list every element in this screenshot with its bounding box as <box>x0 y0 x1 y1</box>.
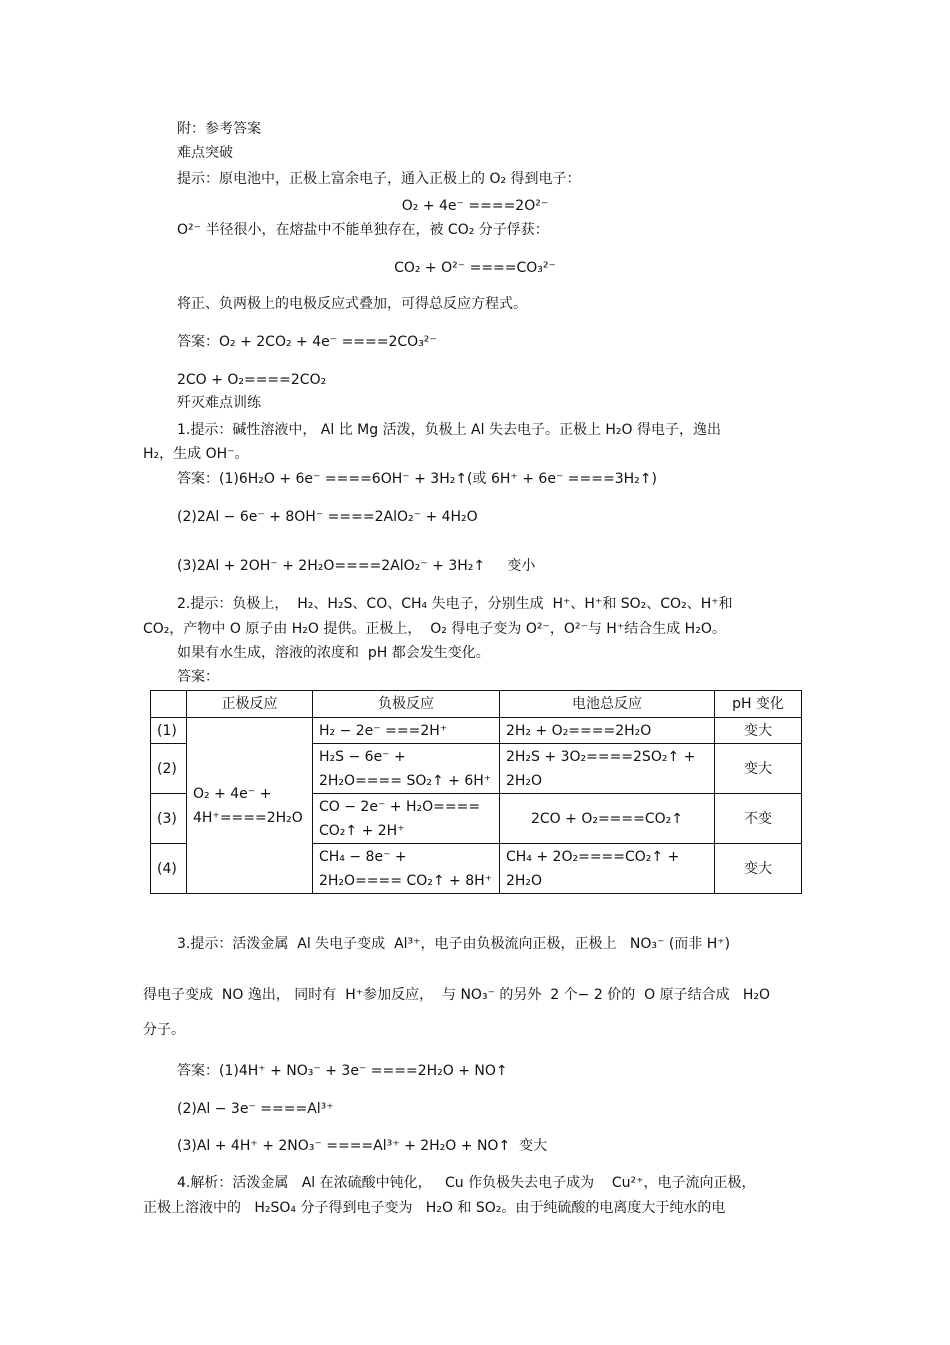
answer-line: 答案：O₂ + 2CO₂ + 4e⁻ ====2CO₃²⁻ <box>177 334 437 350</box>
table-header-row <box>151 691 802 718</box>
table-header-cell: 负极反应 <box>313 691 500 718</box>
answer-line: (2)Al − 3e⁻ ====Al³⁺ <box>177 1101 334 1117</box>
total-reaction-cell: 2CO + O₂====CO₂↑ <box>500 794 715 844</box>
table-header-cell: 电池总反应 <box>500 691 715 718</box>
section-heading-training: 歼灭难点训练 <box>177 395 261 411</box>
total-reaction-cell: 2H₂ + O₂====2H₂O <box>500 718 715 744</box>
hint-paragraph: 3.提示：活泼金属 Al 失电子变成 Al³⁺，电子由负极流向正极，正极上 NO₃⁻ (而非 H⁺) <box>177 936 731 952</box>
negative-reaction-cell: H₂S − 6e⁻ + 2H₂O==== SO₂↑ + 6H⁺ <box>313 744 500 794</box>
answer-line: (3)2Al + 2OH⁻ + 2H₂O====2AlO₂⁻ + 3H₂↑ 变小 <box>177 558 536 574</box>
negative-reaction-cell: CO − 2e⁻ + H₂O==== CO₂↑ + 2H⁺ <box>313 794 500 844</box>
hint-paragraph: 提示：原电池中，正极上富余电子，通入正极上的 O₂ 得到电子： <box>177 171 581 187</box>
row-number: (2) <box>151 744 187 794</box>
answer-line: 答案：(1)4H⁺ + NO₃⁻ + 3e⁻ ====2H₂O + NO↑ <box>177 1063 508 1079</box>
answer-line: 答案：(1)6H₂O + 6e⁻ ====6OH⁻ + 3H₂↑(或 6H⁺ + 6e⁻ ====3H₂↑) <box>177 471 657 487</box>
hint-paragraph: 得电子变成 NO 逸出， 同时有 H⁺参加反应， 与 NO₃⁻ 的另外 2 个− 2 价的 O 原子结合成 H₂O <box>143 987 771 1003</box>
total-reaction-cell: CH₄ + 2O₂====CO₂↑ + 2H₂O <box>500 844 715 894</box>
analysis-paragraph: 4.解析：活泼金属 Al 在浓硫酸中钝化， Cu 作负极失去电子成为 Cu²⁺，电子流向正极， <box>177 1175 756 1191</box>
ph-change-cell: 变大 <box>715 718 802 744</box>
row-number: (4) <box>151 844 187 894</box>
table-header-cell: pH 变化 <box>715 691 802 718</box>
equation-line: O₂ + 4e⁻ ====2O²⁻ <box>401 198 549 214</box>
answer-table <box>150 690 802 894</box>
equation-line: 2CO + O₂====2CO₂ <box>177 372 327 388</box>
negative-reaction-cell: CH₄ − 8e⁻ + 2H₂O==== CO₂↑ + 8H⁺ <box>313 844 500 894</box>
total-reaction-cell: 2H₂S + 3O₂====2SO₂↑ + 2H₂O <box>500 744 715 794</box>
answer-label: 答案： <box>177 669 219 685</box>
hint-paragraph: 2.提示：负极上， H₂、H₂S、CO、CH₄ 失电子，分别生成 H⁺、H⁺和 SO₂、CO₂、H⁺和 <box>177 596 733 612</box>
hint-paragraph: 1.提示：碱性溶液中， Al 比 Mg 活泼，负极上 Al 失去电子。正极上 H₂O 得电子，逸出 <box>177 422 722 438</box>
equation-line: CO₂ + O²⁻ ====CO₃²⁻ <box>394 260 556 276</box>
hint-paragraph: CO₂，产物中 O 原子由 H₂O 提供。正极上， O₂ 得电子变为 O²⁻，O²⁻与 H⁺结合生成 H₂O。 <box>143 621 726 637</box>
appendix-heading: 附：参考答案 <box>177 121 261 137</box>
row-number: (1) <box>151 718 187 744</box>
ph-change-cell: 变大 <box>715 844 802 894</box>
ph-change-cell: 变大 <box>715 744 802 794</box>
table-row <box>151 718 802 744</box>
hint-paragraph: 如果有水生成，溶液的浓度和 pH 都会发生变化。 <box>177 645 490 661</box>
ph-change-cell: 不变 <box>715 794 802 844</box>
answer-line: (2)2Al − 6e⁻ + 8OH⁻ ====2AlO₂⁻ + 4H₂O <box>177 509 478 525</box>
hint-paragraph: H₂，生成 OH⁻。 <box>143 446 249 462</box>
text-line: 将正、负两极上的电极反应式叠加，可得总反应方程式。 <box>177 296 527 312</box>
text-line: O²⁻ 半径很小，在熔盐中不能单独存在，被 CO₂ 分子俘获： <box>177 222 549 238</box>
table-header-cell <box>151 691 187 718</box>
section-heading-breakthrough: 难点突破 <box>177 145 233 161</box>
answer-line: (3)Al + 4H⁺ + 2NO₃⁻ ====Al³⁺ + 2H₂O + NO↑ 变大 <box>177 1138 548 1154</box>
positive-reaction-cell: O₂ + 4e⁻ + 4H⁺====2H₂O <box>187 718 313 894</box>
negative-reaction-cell: H₂ − 2e⁻ ===2H⁺ <box>313 718 500 744</box>
analysis-paragraph: 正极上溶液中的 H₂SO₄ 分子得到电子变为 H₂O 和 SO₂。由于纯硫酸的电离度大于纯水的电 <box>143 1200 726 1216</box>
row-number: (3) <box>151 794 187 844</box>
table-header-cell: 正极反应 <box>187 691 313 718</box>
hint-paragraph: 分子。 <box>143 1022 185 1038</box>
